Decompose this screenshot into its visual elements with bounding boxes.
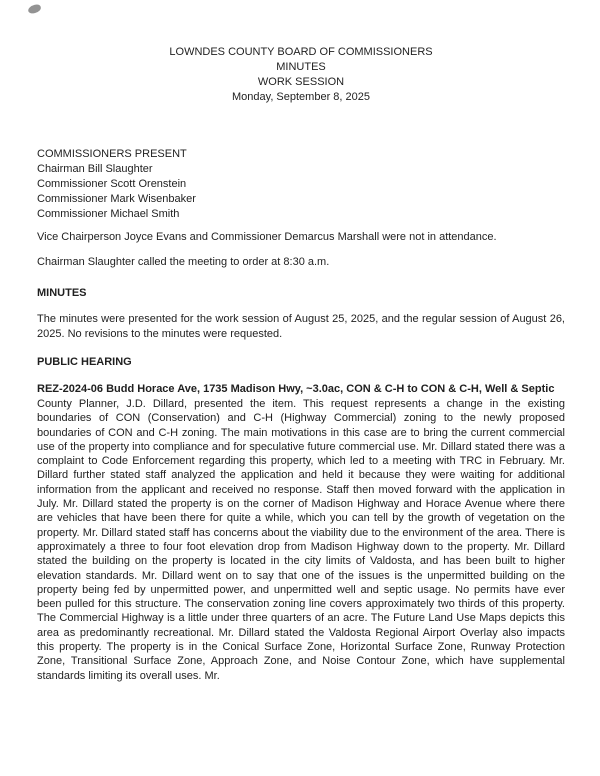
rezoning-item-title: REZ-2024-06 Budd Horace Ave, 1735 Madison Hwy, ~3.0ac, CON & C-H to CON & C-H, Well & Septic <box>37 383 555 395</box>
public-hearing-section <box>37 355 565 683</box>
commissioners-present-heading: COMMISSIONERS PRESENT <box>37 148 187 160</box>
call-to-order-note: Chairman Slaughter called the meeting to order at 8:30 a.m. <box>37 256 330 268</box>
commissioner-name: Chairman Bill Slaughter <box>37 163 153 175</box>
minutes-body-paragraph: The minutes were presented for the work session of August 25, 2025, and the regular session of August 26, 2025. No revisions to the minutes were requested. <box>37 313 565 340</box>
absence-note: Vice Chairperson Joyce Evans and Commissioner Demarcus Marshall were not in attendance. <box>37 231 497 243</box>
minutes-section <box>37 286 565 342</box>
header-date: Monday, September 8, 2025 <box>232 91 370 103</box>
public-hearing-heading: PUBLIC HEARING <box>37 356 132 368</box>
scan-smudge-mark <box>27 4 42 15</box>
commissioner-name: Commissioner Michael Smith <box>37 208 180 220</box>
header-org-title: LOWNDES COUNTY BOARD OF COMMISSIONERS <box>169 46 433 58</box>
header-session-type: WORK SESSION <box>257 76 345 88</box>
minutes-heading: MINUTES <box>37 287 87 299</box>
commissioner-name: Commissioner Scott Orenstein <box>37 178 187 190</box>
document-header <box>37 45 565 105</box>
commissioner-name: Commissioner Mark Wisenbaker <box>37 193 196 205</box>
header-doc-type: MINUTES <box>276 61 326 73</box>
rezoning-item-body-paragraph: County Planner, J.D. Dillard, presented the item. This request represents a change in the existing boundaries of CON (Conservation) and C-H (Highway Commercial) zoning to the newly proposed boundaries of CON and C-H zoning. The main motivations in this case are to bring the current commercial use of the property into compliance and for speculative future commercial use. Mr. Dillard stated there was a complaint to Code Enforcement regarding this property, which led to a meeting with TRC in February. Mr. Dillard further stated staff analyzed the application and held it because they were waiting for additional information from the applicant and received no response. Staff then moved forward with the application in July. Mr. Dillard stated the property is on the corner of Madison Highway and Horace Avenue where there are vehicles that have been there for quite a while, which you can tell by the growth of vegetation on the property. Mr. Dillard stated staff has concerns about the viability due to the environment of the area. There is approximately a three to four foot elevation drop from Madison Highway down to the property. Mr. Dillard stated the building on the property is located in the city limits of Valdosta, and has been built to higher elevation standards. Mr. Dillard went on to say that one of the issues is the unpermitted building on the property being fed by unpermitted power, and unpermitted well and septic usage. No permits have ever been pulled for this structure. The conservation zoning line covers approximately two thirds of this property. The Commercial Highway is a little under three quarters of an acre. The Future Land Use Maps depicts this area as predominantly recreational. Mr. Dillard stated the Valdosta Regional Airport Overlay also impacts this property. The property is in the Conical Surface Zone, Horizontal Surface Zone, Runway Protection Zone, Transitional Surface Zone, Approach Zone, and Noise Contour Zone, which have supplemental standards limiting its overall uses. Mr. <box>37 398 565 682</box>
attendance-section <box>37 147 565 270</box>
